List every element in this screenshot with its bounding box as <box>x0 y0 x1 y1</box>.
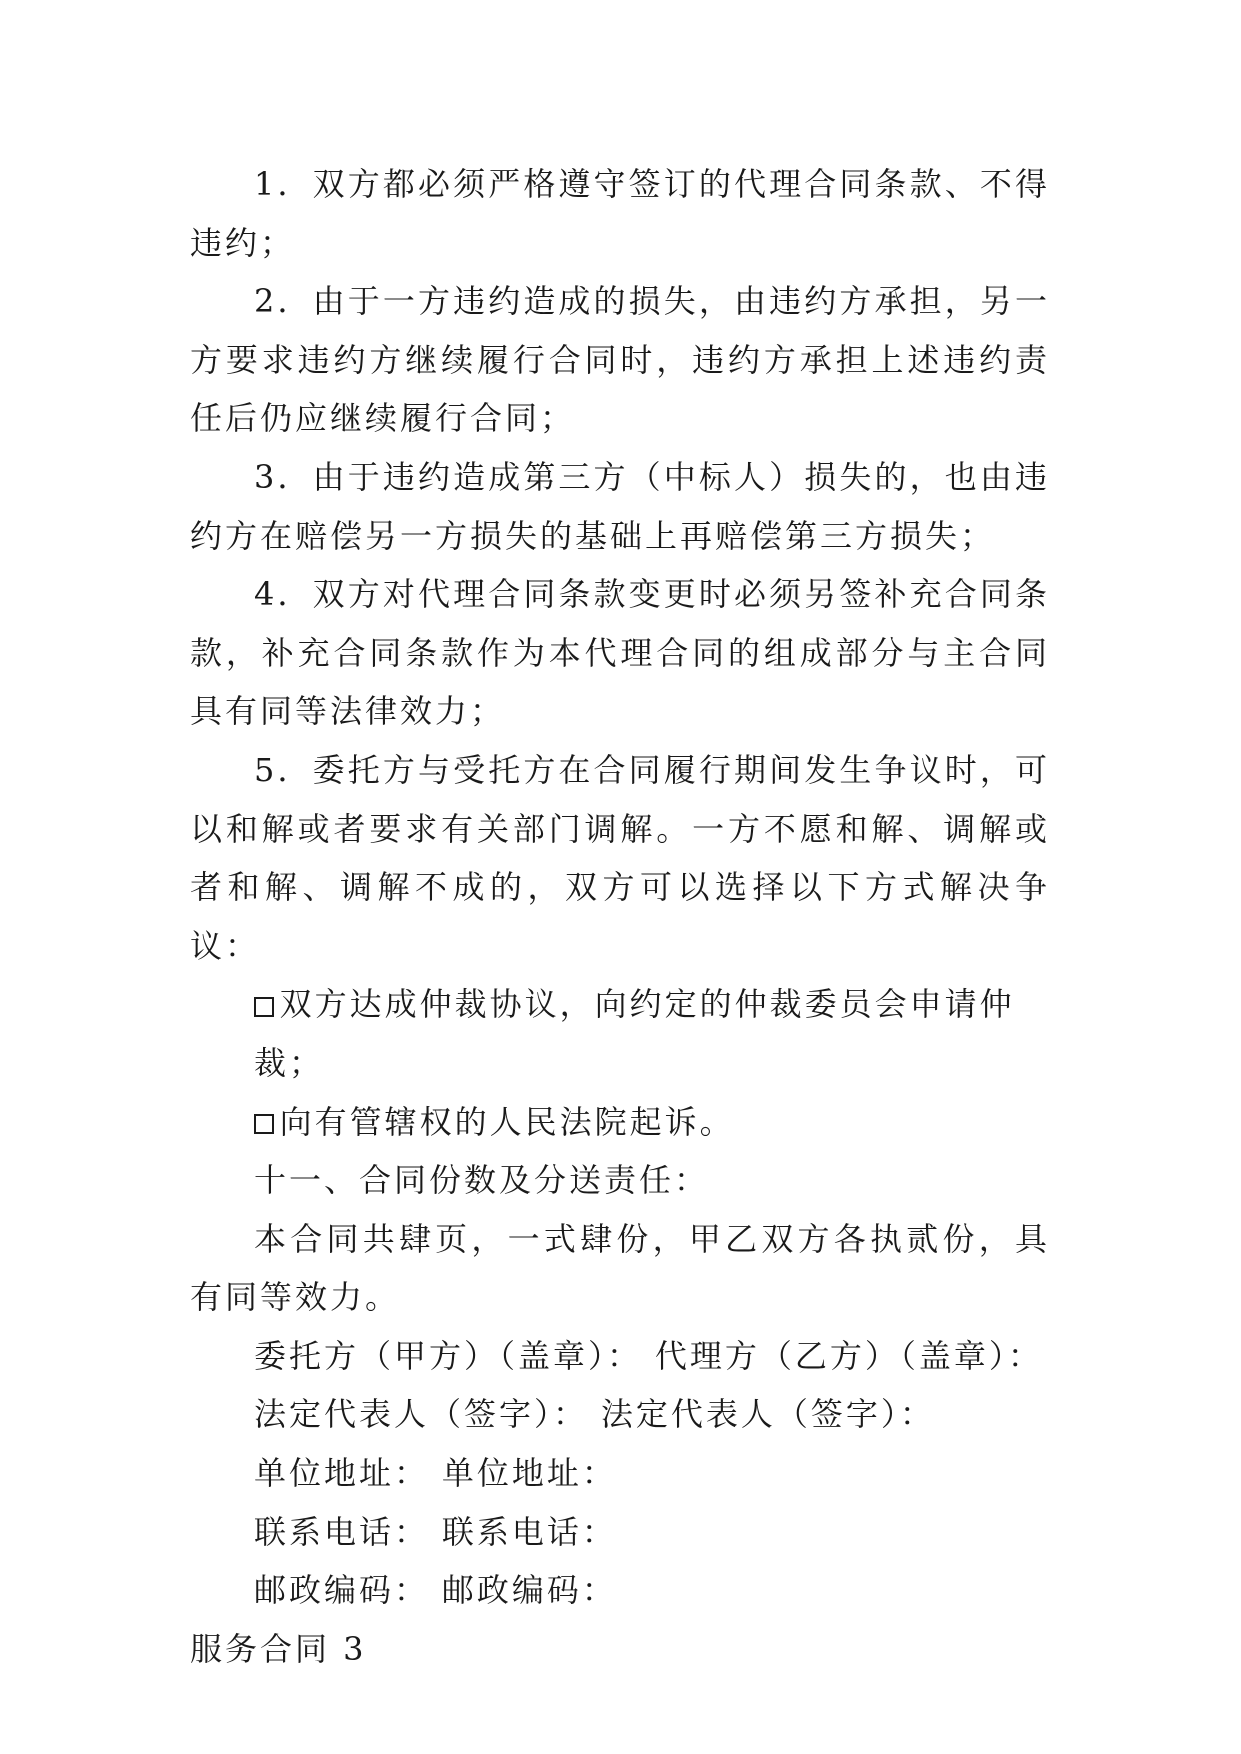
clause-1: 1．双方都必须严格遵守签订的代理合同条款、不得违约； <box>190 165 1050 262</box>
party-a-address-label: 单位地址： <box>254 1454 430 1493</box>
party-a-rep-label: 法定代表人（签字）： <box>254 1395 589 1434</box>
signature-postal-row <box>190 1561 1050 1620</box>
option-arbitration <box>190 975 1050 1092</box>
next-document-title: 服务合同 3 <box>190 1629 367 1668</box>
clause-5: 5．委托方与受托方在合同履行期间发生争议时，可以和解或者要求有关部门调解。一方不愿和解、调解或者和解、调解不成的，双方可以选择以下方式解决争议： <box>190 750 1050 965</box>
party-a-seal-label: 委托方（甲方）（盖章）： <box>254 1336 643 1375</box>
party-b-postal-label: 邮政编码： <box>441 1571 617 1610</box>
clause-2: 2．由于一方违约造成的损失，由违约方承担，另一方要求违约方继续履行合同时，违约方承担上述违约责任后仍应继续履行合同； <box>190 282 1050 438</box>
clause-3: 3．由于违约造成第三方（中标人）损失的，也由违约方在赔偿另一方损失的基础上再赔偿第三方损失； <box>190 457 1050 555</box>
signature-phone-row <box>190 1503 1050 1562</box>
checkbox-icon[interactable] <box>254 1114 274 1134</box>
option-court-label: 向有管辖权的人民法院起诉。 <box>279 1102 735 1141</box>
party-a-postal-label: 邮政编码： <box>254 1571 430 1610</box>
party-a-phone-label: 联系电话： <box>254 1512 430 1551</box>
section-11-body: 本合同共肆页，一式肆份，甲乙双方各执贰份，具有同等效力。 <box>190 1219 1050 1317</box>
party-b-phone-label: 联系电话： <box>441 1512 617 1551</box>
section-11-heading: 十一、合同份数及分送责任： <box>254 1161 710 1200</box>
party-b-rep-label: 法定代表人（签字）： <box>600 1395 935 1434</box>
party-b-address-label: 单位地址： <box>441 1454 617 1493</box>
signature-address-row <box>190 1444 1050 1503</box>
option-court <box>190 1093 1050 1152</box>
document-body <box>190 155 1050 1678</box>
option-arbitration-label: 双方达成仲裁协议，向约定的仲裁委员会申请仲裁； <box>254 985 1015 1082</box>
party-b-seal-label: 代理方（乙方）（盖章）： <box>654 1336 1043 1375</box>
clause-4: 4．双方对代理合同条款变更时必须另签补充合同条款，补充合同条款作为本代理合同的组成部分与主合同具有同等法律效力； <box>190 575 1050 731</box>
checkbox-icon[interactable] <box>254 997 274 1017</box>
signature-rep-row <box>190 1385 1050 1444</box>
signature-seal-row <box>190 1327 1050 1386</box>
